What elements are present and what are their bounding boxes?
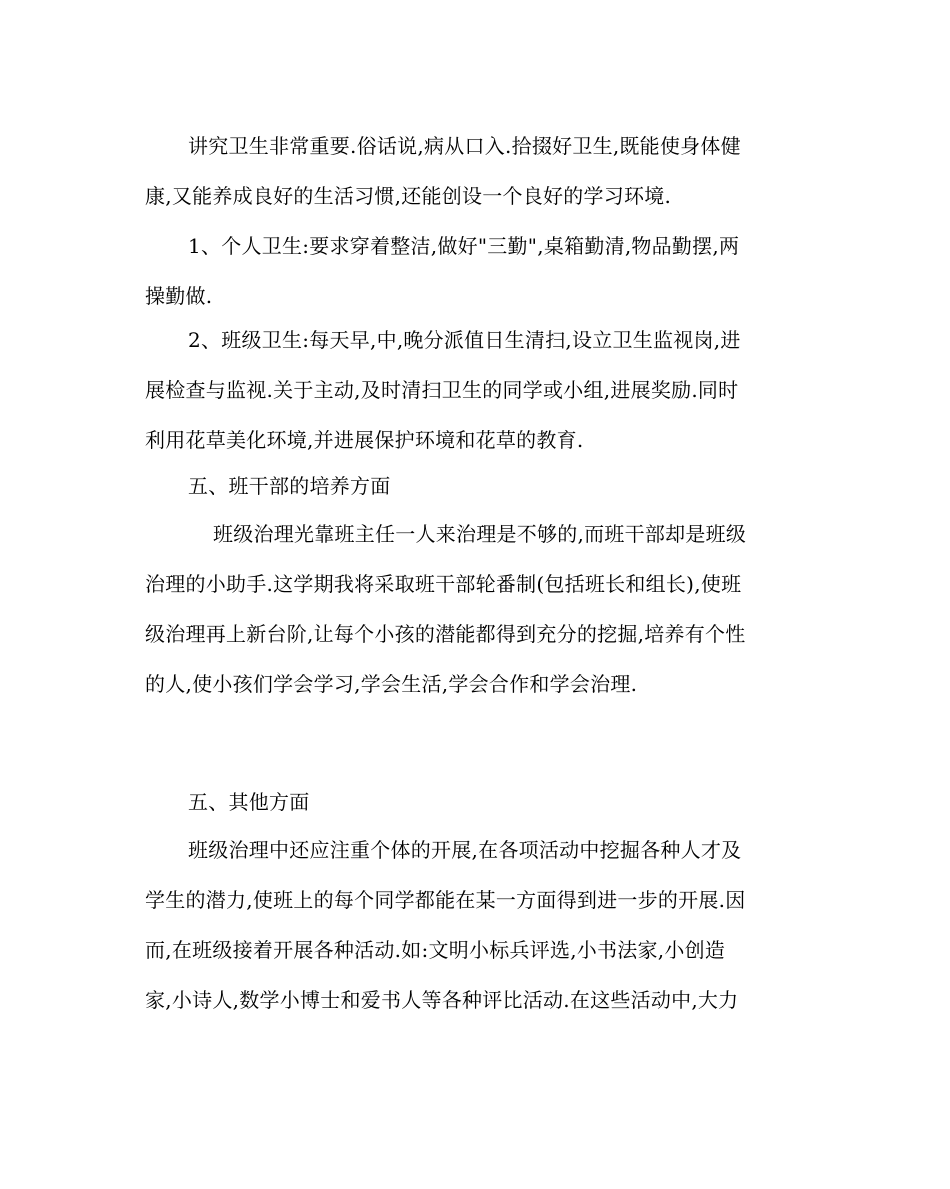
item-class-hygiene-line-2: 展检查与监视.关于主动,及时清扫卫生的同学或小组,进展奖励.同时	[145, 378, 739, 402]
paragraph-cadre-line-4: 的人,使小孩们学会学习,学会生活,学会合作和学会治理.	[145, 672, 638, 696]
item-class-hygiene-line-3: 利用花草美化环境,并进展保护环境和花草的教育.	[145, 428, 584, 452]
paragraph-hygiene-line-2: 康,又能养成良好的生活习惯,还能创设一个良好的学习环境.	[145, 184, 672, 208]
item-personal-hygiene-line-1: 1、个人卫生:要求穿着整洁,做好"三勤",桌箱勤清,物品勤摆,两	[188, 234, 740, 258]
paragraph-other-line-4: 家,小诗人,数学小博士和爱书人等各种评比活动.在这些活动中,大力	[145, 988, 739, 1012]
section-heading-cadre-training: 五、班干部的培养方面	[188, 474, 391, 498]
item-personal-hygiene-line-2: 操勤做.	[145, 284, 213, 308]
item-class-hygiene-line-1: 2、班级卫生:每天早,中,晚分派值日生清扫,设立卫生监视岗,进	[188, 328, 741, 352]
paragraph-hygiene-line-1: 讲究卫生非常重要.俗话说,病从口入.拾掇好卫生,既能使身体健	[188, 134, 741, 158]
section-heading-other-aspects: 五、其他方面	[188, 790, 310, 814]
paragraph-cadre-line-3: 级治理再上新台阶,让每个小孩的潜能都得到充分的挖掘,培养有个性	[145, 622, 746, 646]
paragraph-other-line-3: 而,在班级接着开展各种活动.如:文明小标兵评选,小书法家,小创造	[145, 938, 726, 962]
paragraph-other-line-1: 班级治理中还应注重个体的开展,在各项活动中挖掘各种人才及	[188, 838, 742, 862]
paragraph-cadre-line-1: 班级治理光靠班主任一人来治理是不够的,而班干部却是班级	[213, 522, 747, 546]
paragraph-other-line-2: 学生的潜力,使班上的每个同学都能在某一方面得到进一步的开展.因	[145, 888, 746, 912]
paragraph-cadre-line-2: 治理的小助手.这学期我将采取班干部轮番制(包括班长和组长),使班	[145, 572, 742, 596]
